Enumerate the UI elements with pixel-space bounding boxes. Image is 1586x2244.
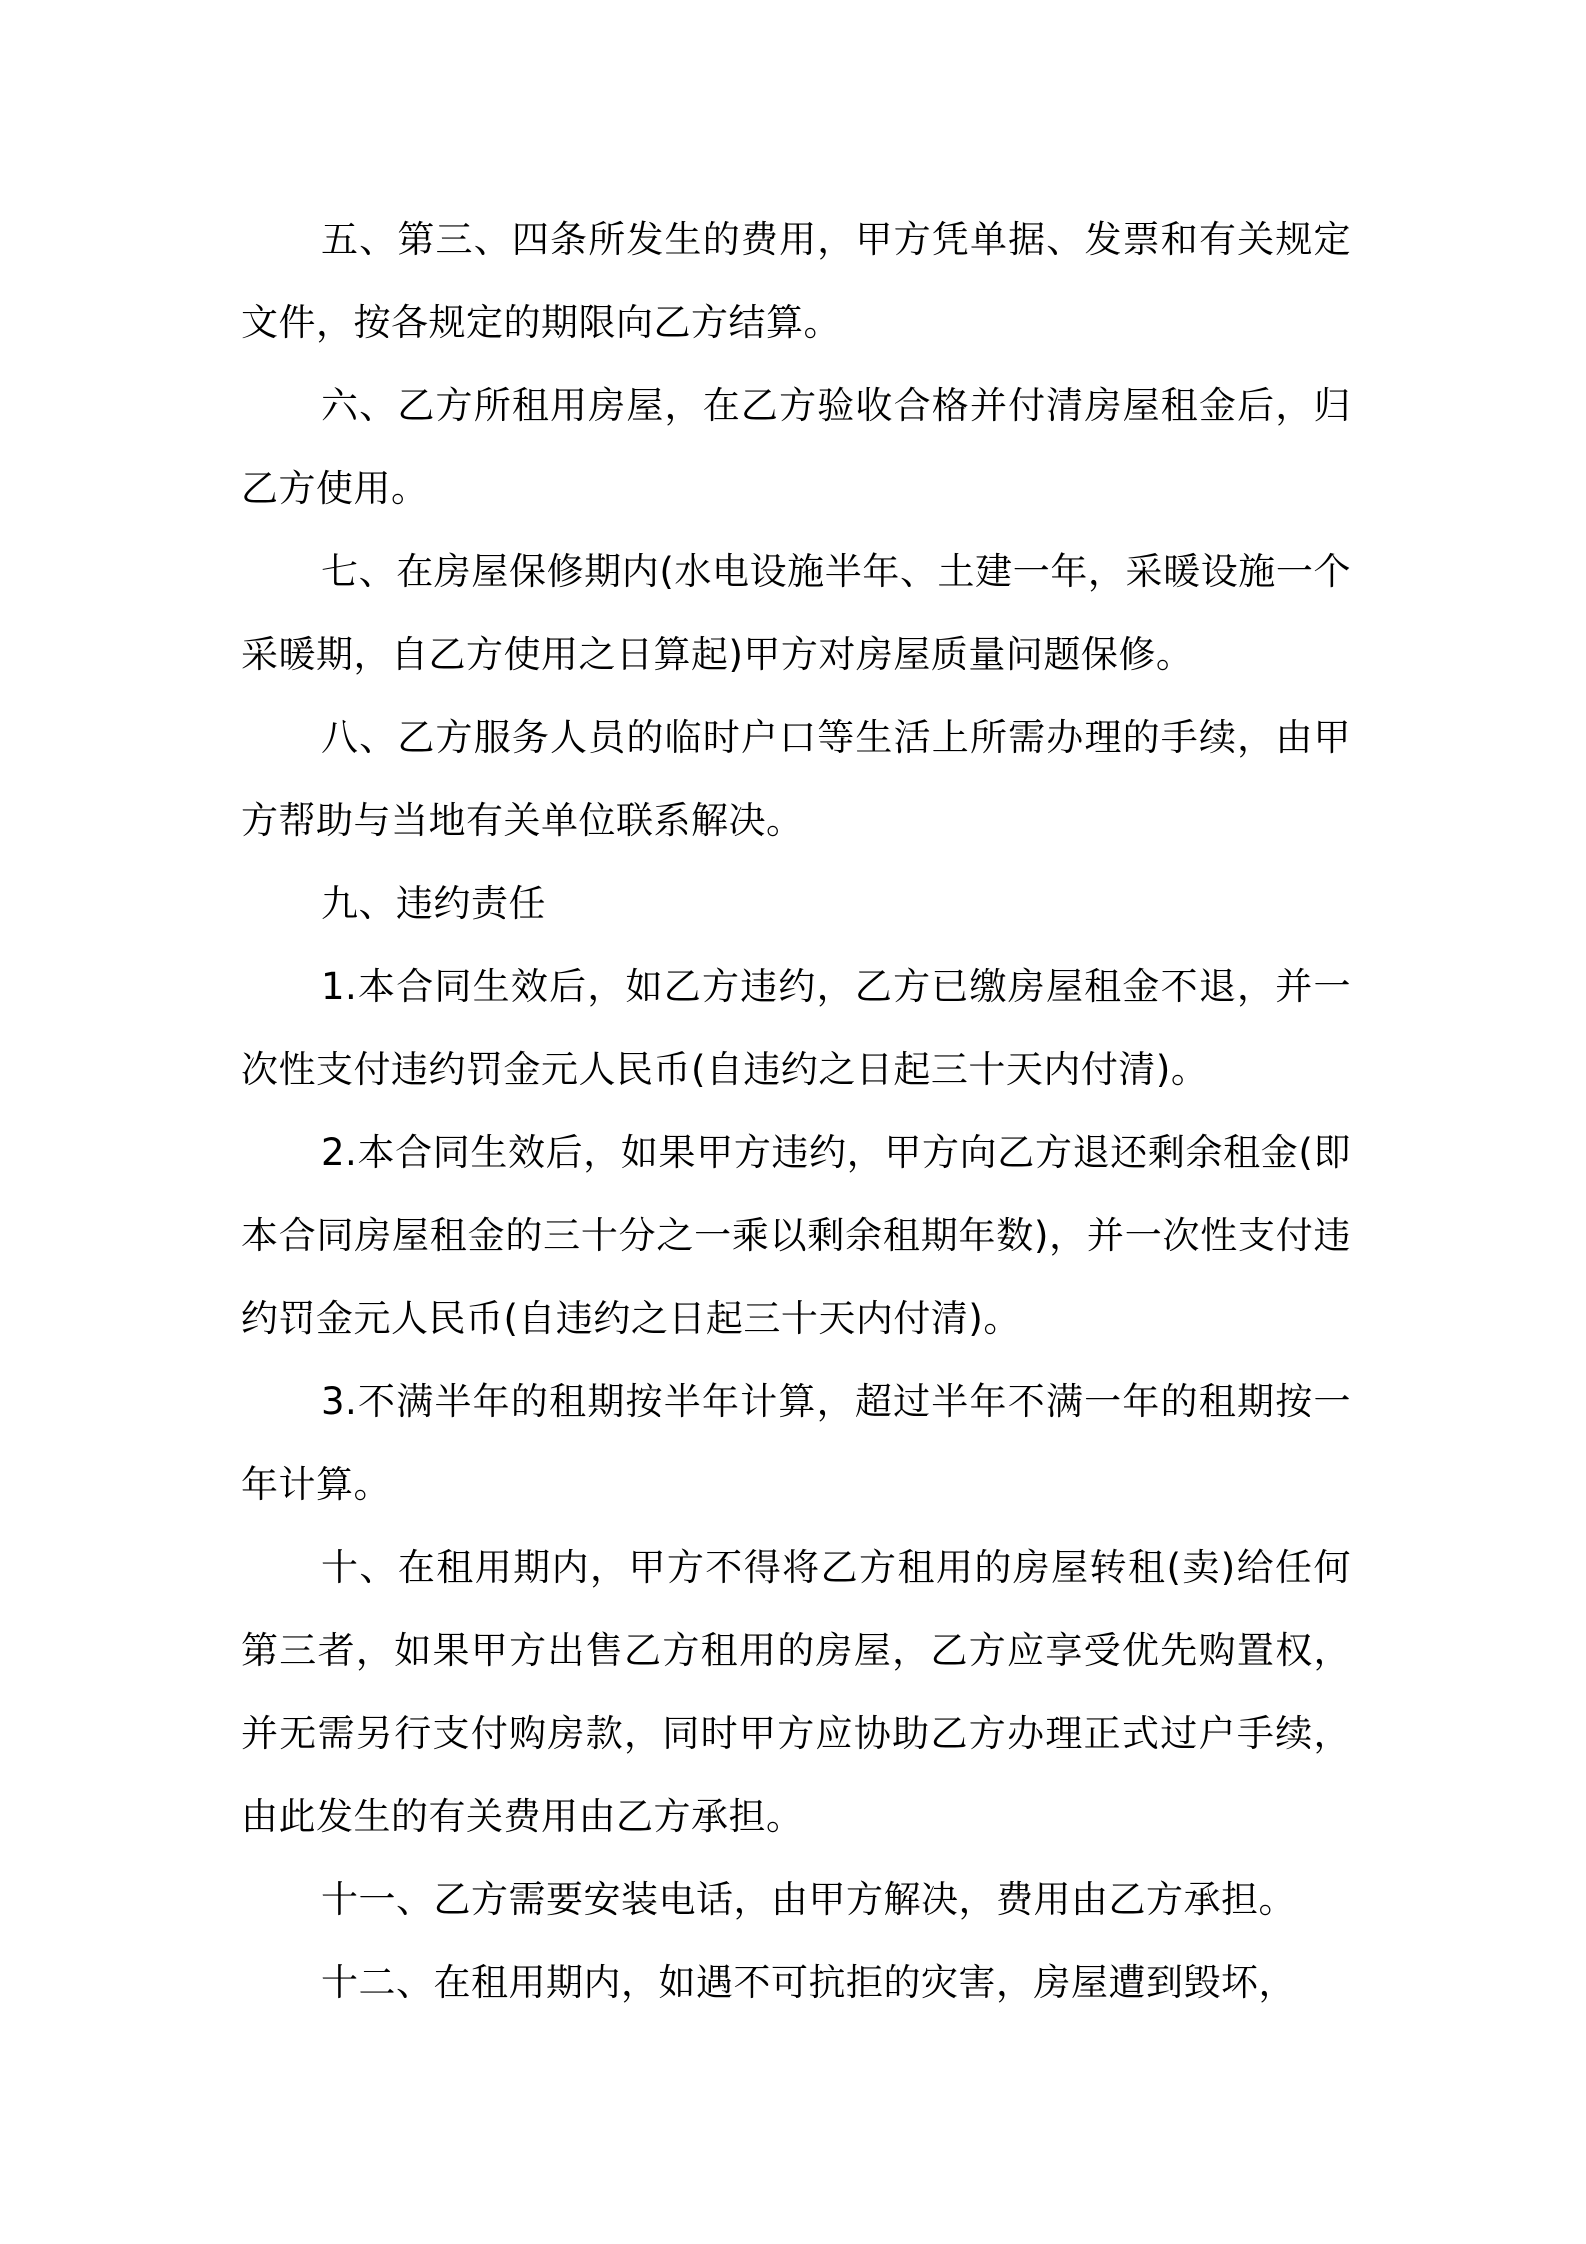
paragraph-clause-11: 十一、乙方需要安装电话，由甲方解决，费用由乙方承担。 xyxy=(321,1878,1296,1921)
paragraph-clause-9-2: 2.本合同生效后，如果甲方违约，甲方向乙方退还剩余租金(即本合同房屋租金的三十分之一乘以剩余租期年数)，并一次性支付违约罚金元人民币(自违约之日起三十天内付清)。 xyxy=(241,1131,1351,1340)
paragraph-clause-9-3: 3.不满半年的租期按半年计算，超过半年不满一年的租期按一年计算。 xyxy=(241,1380,1351,1506)
document-body xyxy=(241,198,1351,2024)
paragraph-clause-9-1: 1.本合同生效后，如乙方违约，乙方已缴房屋租金不退，并一次性支付违约罚金元人民币(自违约之日起三十天内付清)。 xyxy=(241,965,1351,1091)
paragraph-clause-10: 十、在租用期内，甲方不得将乙方租用的房屋转租(卖)给任何第三者，如果甲方出售乙方租用的房屋，乙方应享受优先购置权，并无需另行支付购房款，同时甲方应协助乙方办理正式过户手续，由此发生的有关费用由乙方承担。 xyxy=(241,1546,1351,1838)
paragraph-clause-7: 七、在房屋保修期内(水电设施半年、土建一年，采暖设施一个采暖期，自乙方使用之日算起)甲方对房屋质量问题保修。 xyxy=(241,550,1351,676)
paragraph-clause-8: 八、乙方服务人员的临时户口等生活上所需办理的手续，由甲方帮助与当地有关单位联系解决。 xyxy=(241,716,1351,842)
paragraph-clause-12: 十二、在租用期内，如遇不可抗拒的灾害，房屋遭到毁坏， xyxy=(321,1961,1296,2004)
heading-breach-liability: 九、违约责任 xyxy=(321,882,546,925)
paragraph-clause-6: 六、乙方所租用房屋，在乙方验收合格并付清房屋租金后，归乙方使用。 xyxy=(241,384,1351,510)
paragraph-clause-5: 五、第三、四条所发生的费用，甲方凭单据、发票和有关规定文件，按各规定的期限向乙方结算。 xyxy=(241,218,1351,344)
